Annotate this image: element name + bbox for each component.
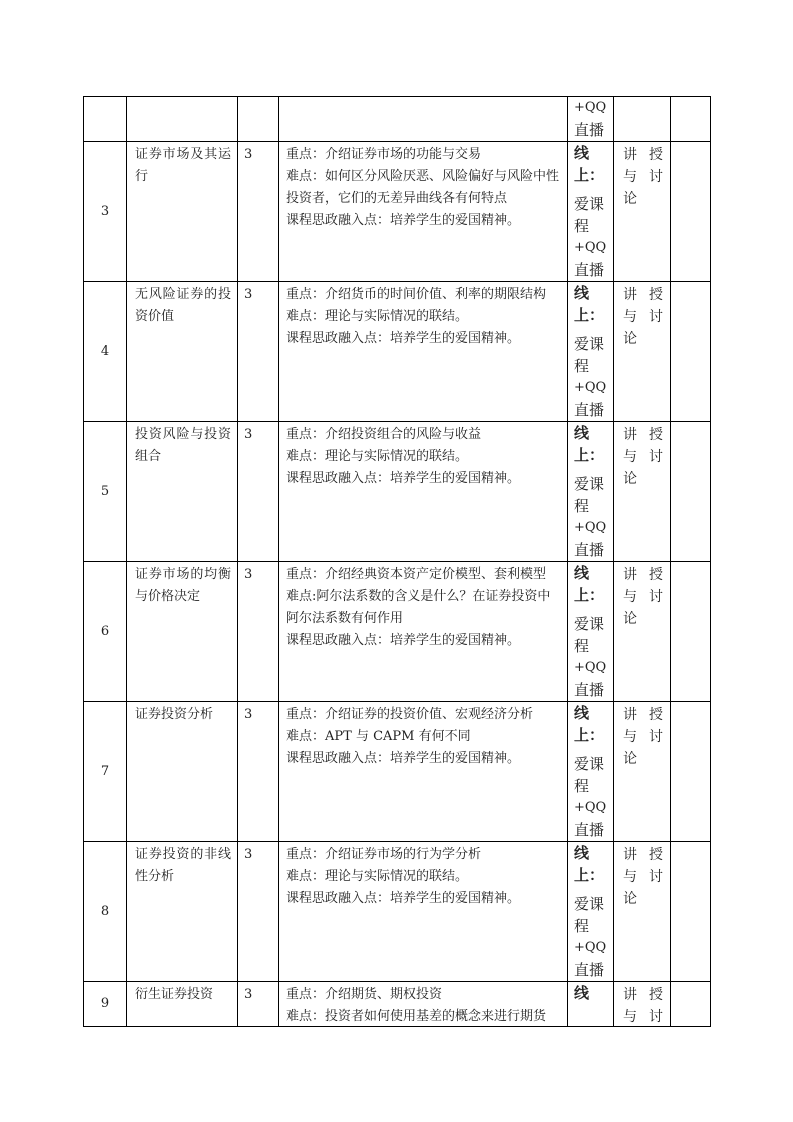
method-line: 论 [623,611,637,627]
chapter-title: 证券投资的非线性分析 [135,847,231,884]
content-line: 重点：介绍证券市场的行为学分析 [286,847,482,862]
mode-line: +QQ [574,240,607,255]
table-row [84,422,711,562]
content-line: 课程思政融入点：培养学生的爱国精神。 [286,751,521,766]
course-schedule-table [83,96,711,1027]
teaching-mode-cell [568,282,613,421]
method-line: 论 [623,191,637,207]
table-row-continued [84,97,711,142]
row-number: 5 [84,422,127,562]
content-line: 重点：介绍货币的时间价值、利率的期限结构 [286,287,547,302]
method-line: 讲授 [623,847,663,863]
content-cell [279,422,567,490]
content-line: 课程思政融入点：培养学生的爱国精神。 [286,633,521,648]
mode-line: 直播 [574,961,605,979]
row-number: 3 [84,142,127,282]
mode-line: 线 [574,564,590,582]
method-line: 讲授 [623,987,663,1003]
chapter-title: 投资风险与投资组合 [135,427,231,464]
table-row [84,842,711,982]
mode-line: 爱课 [574,755,605,773]
hours: 3 [244,427,253,442]
hours: 3 [244,287,253,302]
chapter-title: 证券投资分析 [135,707,214,722]
method-line: 与讨 [623,589,663,605]
mode-line: +QQ [574,940,607,955]
mode-line: +QQ [574,520,607,535]
mode-line: 程 [574,917,590,935]
content-cell [279,562,567,652]
content-line: 难点：投资者如何使用基差的概念来进行期货 [286,1009,547,1024]
table-row [84,702,711,842]
row-number: 7 [84,702,127,842]
teaching-mode-cell [568,702,613,841]
mode-line: 爱课 [574,335,605,353]
method-line: 讲授 [623,707,663,723]
chapter-title: 证券市场的均衡与价格决定 [135,567,231,604]
content-line: 重点：介绍投资组合的风险与收益 [286,427,482,442]
method-line: 论 [623,751,637,767]
content-line: 难点：如何区分风险厌恶、风险偏好与风险中性投资者，它们的无差异曲线各有何特点 [286,169,560,206]
content-line: 重点：介绍期货、期权投资 [286,987,443,1002]
teaching-method-cell [614,562,670,630]
row-number: 9 [84,982,127,1027]
mode-line: +QQ [574,800,607,815]
teaching-mode-cell [568,562,613,701]
content-line: 难点：理论与实际情况的联结。 [286,869,469,884]
content-cell [279,282,567,350]
content-line: 难点：理论与实际情况的联结。 [286,449,469,464]
method-line: 论 [623,891,637,907]
chapter-title: 无风险证券的投资价值 [135,287,231,324]
method-line: 讲授 [623,147,663,163]
mode-line: 爱课 [574,195,605,213]
teaching-method-cell [614,702,670,770]
mode-line: 爱课 [574,895,605,913]
hours: 3 [244,707,253,722]
mode-line: 上： [574,726,605,744]
mode-line: 上： [574,866,605,884]
content-line: 重点：介绍证券市场的功能与交易 [286,147,482,162]
mode-line: 直播 [574,401,605,419]
mode-line: 上： [574,586,605,604]
content-line: 重点：介绍经典资本资产定价模型、套利模型 [286,567,547,582]
mode-line: +QQ [574,660,607,675]
content-line: 课程思政融入点：培养学生的爱国精神。 [286,891,521,906]
hours: 3 [244,987,253,1002]
content-line: 课程思政融入点：培养学生的爱国精神。 [286,471,521,486]
method-line: 与讨 [623,1009,663,1024]
content-line: 课程思政融入点：培养学生的爱国精神。 [286,213,521,228]
teaching-method-cell [614,422,670,490]
table-row [84,562,711,702]
mode-line: 上： [574,306,605,324]
row-number: 8 [84,842,127,982]
chapter-title: 衍生证券投资 [135,987,214,1002]
method-line: 讲授 [623,427,663,443]
method-line: 论 [623,471,637,487]
content-line: 重点：介绍证券的投资价值、宏观经济分析 [286,707,534,722]
mode-line: 线 [574,144,590,162]
method-line: 与讨 [623,169,663,185]
teaching-mode-cell [568,422,613,561]
hours: 3 [244,147,253,162]
teaching-method-cell [614,282,670,350]
content-line: 难点：APT 与 CAPM 有何不同 [286,729,471,744]
mode-line: 直播 [574,261,605,279]
content-cell [279,142,567,232]
mode-line: 上： [574,166,605,184]
content-line: 课程思政融入点：培养学生的爱国精神。 [286,331,521,346]
mode-line: 爱课 [574,475,605,493]
mode-line: +QQ [574,100,607,115]
method-line: 与讨 [623,309,663,325]
mode-line: 线 [574,984,590,1002]
method-line: 与讨 [623,729,663,745]
mode-line: 直播 [574,121,605,139]
hours: 3 [244,567,253,582]
row-number: 6 [84,562,127,702]
mode-line: 程 [574,357,590,375]
mode-line: 线 [574,284,590,302]
content-line: 难点:阿尔法系数的含义是什么？在证券投资中阿尔法系数有何作用 [286,589,551,626]
mode-line: 直播 [574,681,605,699]
chapter-title: 证券市场及其运行 [135,147,231,184]
method-line: 与讨 [623,869,663,885]
mode-line: 直播 [574,541,605,559]
mode-line: 直播 [574,821,605,839]
table-row [84,982,711,1027]
mode-line: +QQ [574,380,607,395]
mode-line: 线 [574,424,590,442]
mode-line: 程 [574,217,590,235]
table-row [84,282,711,422]
method-line: 讲授 [623,567,663,583]
content-cell [279,982,567,1026]
content-line: 难点：理论与实际情况的联结。 [286,309,469,324]
method-line: 论 [623,331,637,347]
mode-line: 程 [574,637,590,655]
method-line: 与讨 [623,449,663,465]
teaching-method-cell [614,982,670,1024]
teaching-method-cell [614,842,670,910]
mode-line: 线 [574,844,590,862]
mode-line: 爱课 [574,615,605,633]
mode-line: 上： [574,446,605,464]
mode-line: 线 [574,704,590,722]
teaching-mode-cell [568,842,613,981]
mode-line: 程 [574,777,590,795]
table-row [84,142,711,282]
teaching-mode-cell [568,97,614,142]
method-line: 讲授 [623,287,663,303]
content-cell [279,842,567,910]
hours: 3 [244,847,253,862]
content-cell [279,702,567,770]
teaching-mode-cell [568,142,613,281]
row-number: 4 [84,282,127,422]
teaching-method-cell [614,142,670,210]
teaching-mode-cell [568,982,613,1024]
mode-line: 程 [574,497,590,515]
